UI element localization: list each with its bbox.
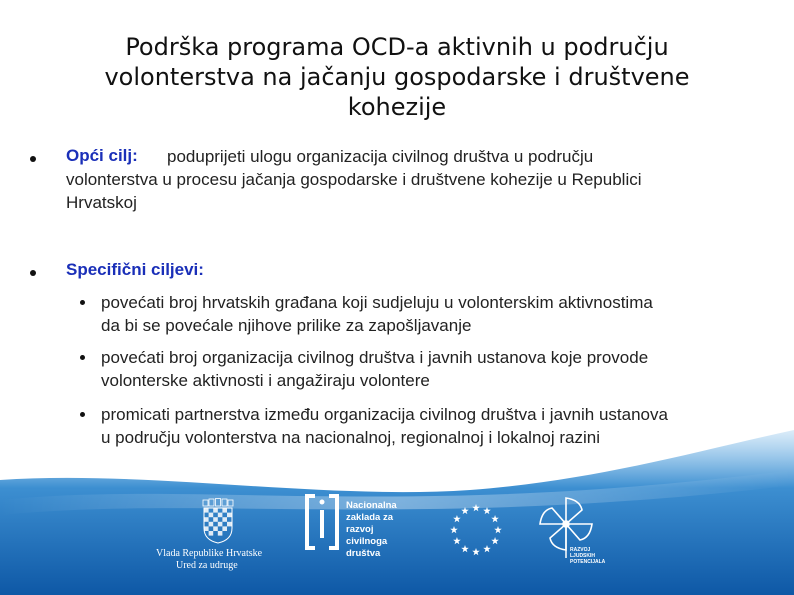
eu-star (453, 537, 461, 544)
specific-goal-3-line-2: u području volonterstva na nacionalnoj, regionalnoj i lokalnoj razini (101, 428, 600, 447)
sub-bullet-icon (80, 355, 85, 360)
sub-bullet-icon (80, 300, 85, 305)
foundation-line-1: Nacionalna (346, 500, 397, 511)
general-goal-line-2: volonterstva u procesu jačanja gospodarske i društvene kohezije u Republici (66, 170, 642, 189)
eu-star (483, 545, 491, 552)
title-line-1: Podrška programa OCD-a aktivnih u području (125, 33, 669, 61)
title-line-3: kohezije (347, 93, 447, 121)
foundation-bracket-icon (305, 494, 339, 550)
general-goal-line-3: Hrvatskoj (66, 193, 137, 212)
eu-star (472, 504, 480, 511)
foundation-line-2: zaklada za (346, 512, 393, 523)
hr-caption-line-1: RAZVOJ (570, 547, 591, 553)
bullet-icon (30, 156, 36, 162)
eu-star (461, 545, 469, 552)
eu-star (461, 507, 469, 514)
specific-goal-2-line-2: volonterske aktivnosti i angažiraju volontere (101, 371, 430, 390)
eu-star (472, 548, 480, 555)
specific-goals-label: Specifični ciljevi: (66, 260, 204, 279)
gov-caption-line-2: Ured za udruge (176, 560, 238, 571)
sub-bullet-icon (80, 412, 85, 417)
specific-goal-3-line-1: promicati partnerstva između organizacija civilnog društva i javnih ustanova (101, 405, 668, 424)
eu-star (450, 526, 458, 533)
general-goal-line-1: poduprijeti ulogu organizacija civilnog društva u području (167, 147, 594, 166)
gov-caption-line-1: Vlada Republike Hrvatske (156, 548, 263, 559)
coat-of-arms-icon (200, 498, 236, 544)
specific-goal-1-line-1: povećati broj hrvatskih građana koji sudjeluju u volonterskim aktivnostima (101, 293, 653, 312)
foundation-line-4: civilnoga (346, 536, 388, 547)
foundation-line-3: razvoj (346, 524, 374, 535)
hr-caption-line-2: LJUDSKIH (570, 553, 596, 559)
title-line-2: volonterstva na jačanju gospodarske i društvene (104, 63, 690, 91)
foundation-line-5: društva (346, 548, 381, 559)
specific-goal-2-line-1: povećati broj organizacija civilnog društva i javnih ustanova koje provode (101, 348, 649, 367)
hr-caption-line-3: POTENCIJALA (570, 559, 606, 565)
specific-goal-1-line-2: da bi se povećale njihove prilike za zapošljavanje (101, 316, 472, 335)
bullet-icon (30, 270, 36, 276)
eu-star (453, 515, 461, 522)
eu-star (491, 515, 499, 522)
eu-stars-icon (446, 500, 506, 560)
eu-star (483, 507, 491, 514)
page-title (30, 32, 764, 122)
eu-star (491, 537, 499, 544)
eu-star (494, 526, 502, 533)
general-goal-label: Opći cilj: (66, 146, 138, 165)
